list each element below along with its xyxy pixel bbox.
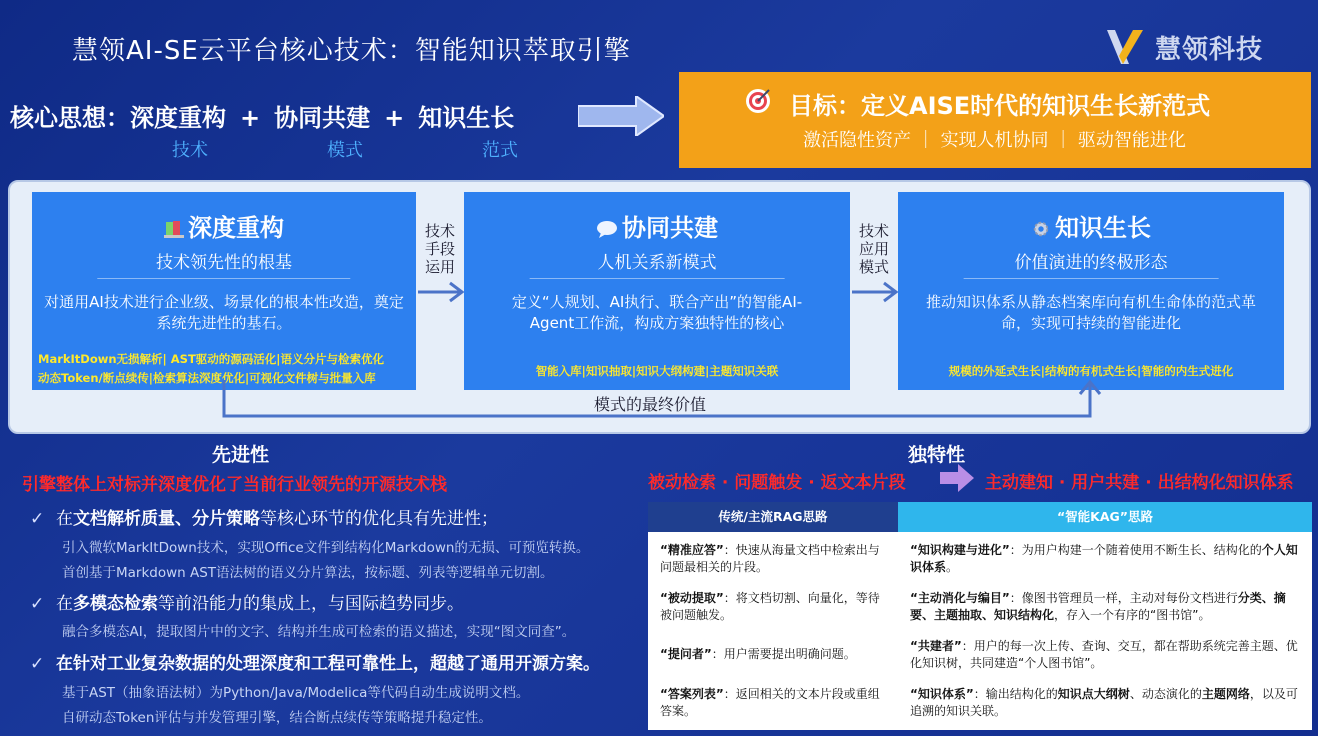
arrow-right-icon xyxy=(940,464,974,492)
table-cell-rag: “提问者”：用户需要提出明确问题。 xyxy=(660,647,856,661)
target-icon xyxy=(745,88,771,114)
page-title: 慧领AI-SE云平台核心技术：智能知识萃取引擎 xyxy=(72,36,631,66)
advantage-detail: 引入微软MarkItDown技术，实现Office文件到结构化Markdown的无损、可预览转换。 xyxy=(62,540,590,556)
uniqueness-title: 独特性 xyxy=(908,444,966,466)
card-title: 协同共建 xyxy=(464,208,850,243)
arrow-right-icon xyxy=(850,280,900,304)
core-idea-row xyxy=(10,98,580,138)
book-icon xyxy=(164,220,184,238)
card-title: 知识生长 xyxy=(898,208,1284,243)
card-collaborative-building xyxy=(464,192,850,390)
check-icon: ✓ xyxy=(30,509,45,529)
card-subtitle: 人机关系新模式 xyxy=(597,253,717,273)
advantage-title: 先进性 xyxy=(212,444,270,466)
arrow-right-icon xyxy=(578,96,664,136)
logo-text: 慧领科技 xyxy=(1155,34,1264,65)
advantage-detail: 融合多模态AI，提取图片中的文字、结构并生成可检索的语义描述，实现“图文同查”。 xyxy=(62,624,576,640)
card-deep-reconstruction xyxy=(32,192,416,390)
plus-sign: + xyxy=(240,104,261,132)
bottom-connector-label: 模式的最终价值 xyxy=(580,396,720,414)
goal-box xyxy=(679,72,1311,168)
table-header-rag: 传统/主流RAG思路 xyxy=(648,502,898,532)
speech-bubble-icon xyxy=(596,220,618,238)
core-part-2: 协同共建 xyxy=(274,104,371,132)
card-title: 深度重构 xyxy=(32,208,416,243)
pillars-panel xyxy=(8,180,1311,434)
connector-label-1: 技术手段运用 xyxy=(424,222,455,276)
table-cell-rag: “精准应答”：快速从海量文档中检索出与问题最相关的片段。 xyxy=(660,543,880,574)
table-cell-kag: “知识构建与进化”：为用户构建一个随着使用不断生长、结构化的个人知识体系。 xyxy=(910,543,1298,574)
core-sub-technology: 技术 xyxy=(172,140,208,161)
uniqueness-traditional: 被动检索 · 问题触发 · 返文本片段 xyxy=(648,473,906,493)
check-icon: ✓ xyxy=(30,594,45,614)
table-cell-kag: “共建者”：用户的每一次上传、查询、交互，都在帮助系统完善主题、优化知识树，共同建造“个人图书馆”。 xyxy=(910,639,1298,670)
divider xyxy=(530,278,785,279)
uniqueness-kag: 主动建知 · 用户共建 · 出结构化知识体系 xyxy=(985,473,1294,493)
table-cell-kag: “知识体系”：输出结构化的知识点大纲树、动态演化的主题网络，以及可追溯的知识关联。 xyxy=(910,687,1298,718)
table-cell-rag: “被动提取”：将文档切割、向量化，等待被问题触发。 xyxy=(660,591,880,622)
core-part-1: 深度重构 xyxy=(130,104,226,132)
table-header-kag: “智能KAG”思路 xyxy=(898,502,1312,532)
goal-title: 目标：定义AISE时代的知识生长新范式 xyxy=(789,92,1211,120)
card-description: 对通用AI技术进行企业级、场景化的根本性改造，奠定系统先进性的基石。 xyxy=(44,293,404,332)
core-sub-paradigm: 范式 xyxy=(482,140,518,161)
arrow-right-icon xyxy=(416,280,466,304)
advantage-detail: 自研动态Token评估与并发管理引擎，结合断点续传等策略提升稳定性。 xyxy=(62,710,492,726)
goal-subtitle: 激活隐性资产 ｜ 实现人机协同 ｜ 驱动智能进化 xyxy=(803,130,1186,151)
card-subtitle: 技术领先性的根基 xyxy=(156,253,292,273)
check-icon: ✓ xyxy=(30,654,45,674)
plus-sign: + xyxy=(384,104,405,132)
company-logo xyxy=(1103,26,1278,68)
table-cell-kag: “主动消化与编目”：像图书管理员一样，主动对每份文档进行分类、摘要、主题抽取、知识结构化，存入一个有序的“图书馆”。 xyxy=(910,591,1286,622)
card-tags: MarkItDown无损解析| AST驱动的源码活化|语义分片与检索优化 动态Token/断点续传|检索算法深度优化|可视化文件树与批量入库 xyxy=(38,352,384,385)
core-part-3: 知识生长 xyxy=(418,104,515,132)
card-description: 定义“人规划、AI执行、联合产出”的智能AI-Agent工作流，构成方案独特性的核心 xyxy=(511,293,803,332)
card-tags: 智能入库|知识抽取|知识大纲构建|主题知识关联 xyxy=(535,364,779,378)
advantage-detail: 基于AST（抽象语法树）为Python/Java/Modelica等代码自动生成说明文档。 xyxy=(62,685,530,701)
core-sub-mode: 模式 xyxy=(327,140,363,161)
card-tags: 规模的外延式生长|结构的有机式生长|智能的内生式进化 xyxy=(948,364,1234,378)
card-description: 推动知识体系从静态档案库向有机生命体的范式革命，实现可持续的智能进化 xyxy=(925,293,1256,332)
comparison-table xyxy=(648,502,1312,730)
divider xyxy=(97,278,350,279)
logo-v-icon xyxy=(1103,26,1149,68)
core-label: 核心思想： xyxy=(10,104,130,132)
advantage-point-3: ✓ 在针对工业复杂数据的处理深度和工程可靠性上，超越了通用开源方案。 xyxy=(30,654,600,674)
connector-label-2: 技术应用模式 xyxy=(858,222,889,276)
gear-icon xyxy=(1031,220,1051,238)
divider xyxy=(964,278,1219,279)
advantage-point-1: ✓ 在文档解析质量、分片策略等核心环节的优化具有先进性； xyxy=(30,509,498,529)
card-knowledge-growth xyxy=(898,192,1284,390)
advantage-detail: 首创基于Markdown AST语法树的语义分片算法，按标题、列表等逻辑单元切割。 xyxy=(62,565,554,581)
card-subtitle: 价值演进的终极形态 xyxy=(1014,253,1168,273)
advantage-summary: 引擎整体上对标并深度优化了当前行业领先的开源技术栈 xyxy=(22,475,447,495)
table-cell-rag: “答案列表”：返回相关的文本片段或重组答案。 xyxy=(660,687,880,718)
advantage-point-2: ✓ 在多模态检索等前沿能力的集成上，与国际趋势同步。 xyxy=(30,594,464,614)
